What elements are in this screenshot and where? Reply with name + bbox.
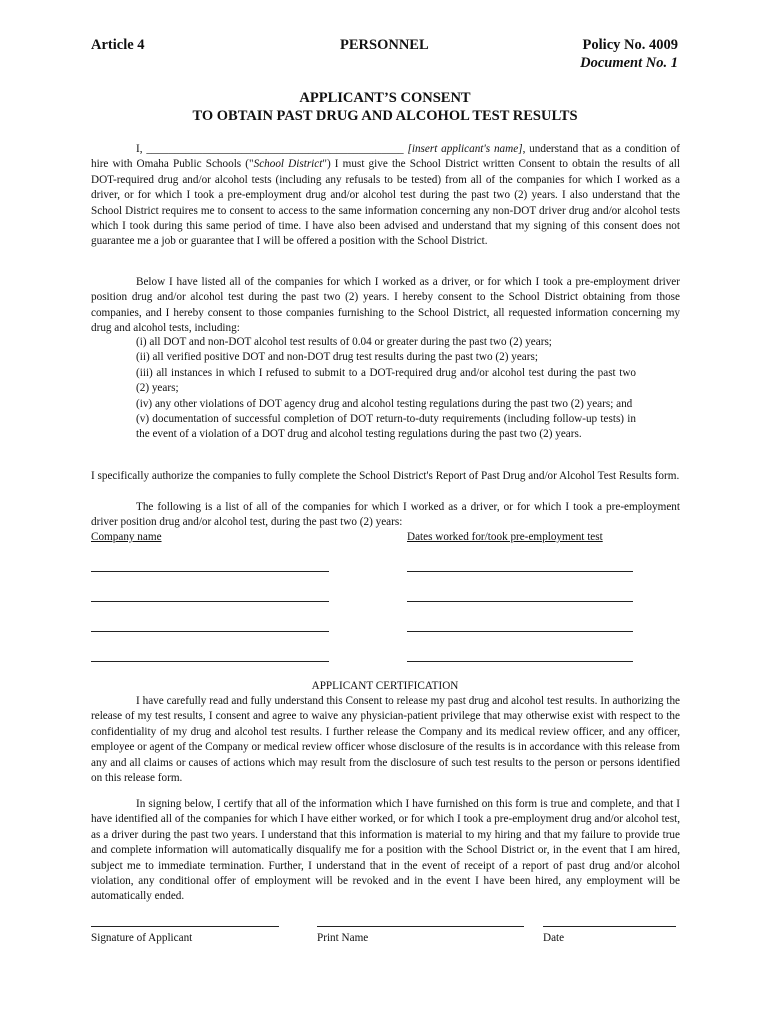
- dates-header: Dates worked for/took pre-employment test: [407, 531, 603, 543]
- certification-paragraph-1: [91, 694, 680, 786]
- name-blank: I, ______________________________________________: [136, 143, 404, 155]
- list-item: (iv) any other violations of DOT agency drug and alcohol testing regulations during the past two (2) years; and: [136, 397, 633, 410]
- certification-paragraph-2: [91, 797, 680, 905]
- company-name-field[interactable]: [91, 661, 329, 662]
- name-hint: [insert applicant's name]: [407, 143, 523, 155]
- title-line-2: TO OBTAIN PAST DRUG AND ALCOHOL TEST RESULTS: [192, 108, 578, 124]
- dates-field[interactable]: [407, 601, 633, 602]
- signature-label: Signature of Applicant: [91, 932, 193, 944]
- title-line-1: APPLICANT’S CONSENT: [299, 90, 471, 106]
- section-label: PERSONNEL: [340, 37, 429, 53]
- date-field[interactable]: [543, 926, 676, 927]
- print-name-label: Print Name: [317, 932, 369, 944]
- intro-text-2: ") I must give the School District written Consent to obtain the results of all DOT-required drug and/or alcohol tests (including any refusals to be tested) from all of the companies for which I worked as a driver, or for which I took a pre-employment drug and/or alcohol test during the past two (2) years. I also understand that the School District requires me to consent to access to the same information concerning any non-DOT driver drug and/or alcohol tests which I took during this same period of time. I have also been advised and understand that my signing of this consent does not guarantee me a job or guarantee that I will be offered a position with the School District.: [91, 158, 681, 248]
- policy-number: Policy No. 4009: [582, 37, 678, 53]
- consent-items-list: [136, 335, 636, 443]
- following-paragraph: [91, 500, 680, 531]
- article-label: Article 4: [91, 37, 145, 53]
- dates-field[interactable]: [407, 631, 633, 632]
- date-label: Date: [543, 932, 565, 944]
- list-item: (i) all DOT and non-DOT alcohol test results of 0.04 or greater during the past two (2) years;: [136, 336, 552, 348]
- certification-text-2: In signing below, I certify that all of the information which I have furnished on this form is true and complete, and that I have identified all of the companies for which I have either worked, or for which I took a pre-employment drug and/or alcohol test, as a driver during the past two years. I understand that this information is material to my hiring and that my failure to provide true and complete information will automatically disqualify me for a position with the School District or, in the event that I am hired, subject me to immediate termination. Further, I understand that in the event of receipt of a report of past drug and/or alcohol violation, any conditional offer of employment will be revoked and in the event I have been hired, any employment will be automatically ended.: [91, 798, 680, 903]
- list-item: (iii) all instances in which I refused to submit to a DOT-required drug and/or alcohol test during the past two (2) years;: [136, 366, 636, 395]
- signature-field[interactable]: [91, 926, 279, 927]
- following-text: The following is a list of all of the companies for which I worked as a driver, or for which I took a pre-employment driver position drug and/or alcohol test, during the past two (2) years:: [91, 501, 680, 529]
- intro-text-1: , understand that as a condition of hire with Omaha Public Schools (": [91, 143, 680, 171]
- certification-text-1: I have carefully read and fully understand this Consent to release my past drug and alcohol test results. In authorizing the release of my test results, I consent and agree to waive any physician-patient privilege that may otherwise exist with respect to the confidentiality of my drug and alcohol test results. I further release the Company and its medical review officer, and any officer, employee or agent of the Company or medical review officer whose disclosure of the results is in accordance with this release from any and all claims or causes of actions which may result from the disclosure of such test results to the person or persons identified on this release form.: [91, 695, 680, 785]
- print-name-field[interactable]: [317, 926, 524, 927]
- company-name-field[interactable]: [91, 571, 329, 572]
- certification-title: APPLICANT CERTIFICATION: [311, 680, 459, 692]
- company-name-field[interactable]: [91, 631, 329, 632]
- authorize-paragraph: I specifically authorize the companies to fully complete the School District's Report of Past Drug and/or Alcohol Test Results form.: [91, 470, 680, 482]
- company-name-field[interactable]: [91, 601, 329, 602]
- district-term: School District: [253, 158, 323, 171]
- intro-paragraph: [91, 142, 680, 250]
- consent-text: Below I have listed all of the companies for which I worked as a driver, or for which I took a pre-employment driver position drug and/or alcohol test during the past two (2) years. I hereby consent to the School District obtaining from those companies, and I hereby consent to those companies furnishing to the School District, all requested information concerning my drug and alcohol tests, including:: [91, 276, 680, 335]
- dates-field[interactable]: [407, 571, 633, 572]
- list-item: (ii) all verified positive DOT and non-DOT drug test results during the past two (2) years;: [136, 351, 538, 364]
- company-name-header: Company name: [91, 531, 162, 543]
- dates-field[interactable]: [407, 661, 633, 662]
- document-number: Document No. 1: [580, 55, 678, 71]
- list-item: (v) documentation of successful completion of DOT return-to-duty requirements (including follow-up tests) in the event of a violation of a DOT drug and alcohol testing regulations during the past two (2) years.: [136, 413, 636, 441]
- consent-paragraph: [91, 275, 680, 337]
